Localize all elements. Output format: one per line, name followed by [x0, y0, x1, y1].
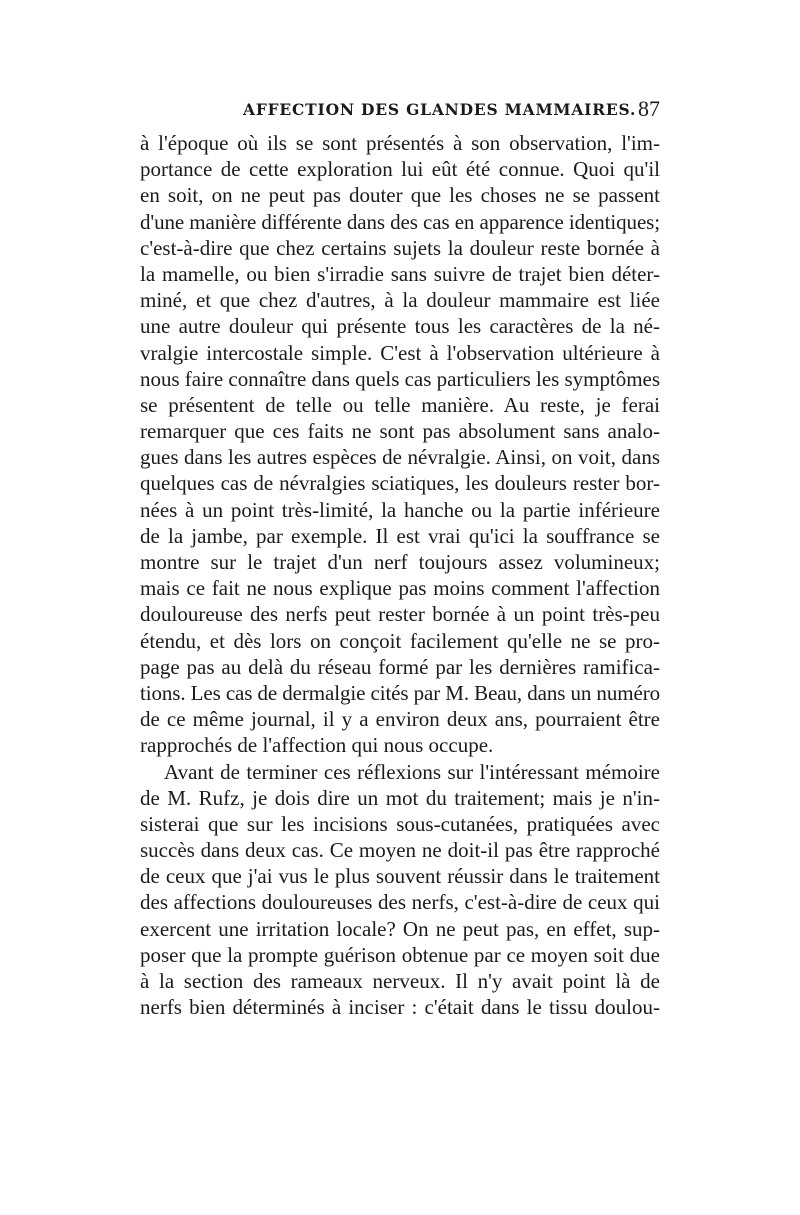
text-line: d'une manière différente dans des cas en apparence identiques; [140, 209, 660, 234]
text-line: de ceux que j'ai vus le plus souvent réussir dans le traitement [140, 864, 660, 889]
text-line: poser que la prompte guérison obtenue par ce moyen soit due [140, 942, 660, 967]
text-line: Avant de terminer ces réflexions sur l'intéressant mémoire [164, 759, 660, 784]
text-line: nées à un point très-limité, la hanche ou la partie inférieure [140, 497, 660, 522]
text-line: à l'époque où ils se sont présentés à son observation, l'im- [140, 131, 660, 155]
text-line: gues dans les autres espèces de névralgie. Ainsi, on voit, dans [140, 445, 660, 470]
body-text [140, 130, 660, 1020]
text-line: se présentent de telle ou telle manière. Au reste, je ferai [140, 392, 660, 417]
text-line: étendu, et dès lors on conçoit facilement qu'elle ne se pro- [140, 628, 660, 653]
text-line: de ce même journal, il y a environ deux ans, pourraient être [140, 707, 660, 732]
text-line: quelques cas de névralgies sciatiques, les douleurs rester bor- [140, 471, 660, 496]
text-line: portance de cette exploration lui eût été connue. Quoi qu'il [140, 157, 660, 182]
text-line: tions. Les cas de dermalgie cités par M. Beau, dans un numéro [140, 680, 660, 705]
running-head [140, 96, 660, 126]
running-title: AFFECTION DES GLANDES MAMMAIRES. [243, 100, 637, 119]
text-line: à la section des rameaux nerveux. Il n'y avait point là de [140, 969, 660, 993]
text-line: douloureuse des nerfs peut rester bornée à un point très-peu [140, 602, 660, 627]
text-line: en soit, on ne peut pas douter que les choses ne se passent [140, 183, 660, 208]
text-line: sisterai que sur les incisions sous-cutanées, pratiquées avec [140, 811, 660, 836]
text-line: montre sur le trajet d'un nerf toujours assez volumineux; [140, 550, 660, 574]
text-line: nerfs bien déterminés à inciser : c'était dans le tissu doulou- [140, 995, 660, 1020]
text-line: page pas au delà du réseau formé par les dernières ramifica- [140, 654, 660, 679]
text-line: exercent une irritation locale? On ne peut pas, en effet, sup- [140, 916, 660, 941]
text-line: rapprochés de l'affection qui nous occupe. [140, 733, 494, 758]
text-line: succès dans deux cas. Ce moyen ne doit-il pas être rapproché [140, 838, 660, 863]
text-line: de M. Rufz, je dois dire un mot du traitement; mais je n'in- [140, 785, 660, 810]
text-line: vralgie intercostale simple. C'est à l'observation ultérieure à [140, 340, 660, 365]
text-line: mais ce fait ne nous explique pas moins comment l'affection [140, 576, 660, 601]
text-line: de la jambe, par exemple. Il est vrai qu'ici la souffrance se [140, 523, 660, 548]
text-line: remarquer que ces faits ne sont pas absolument sans analo- [140, 419, 660, 444]
page-number: 87 [638, 96, 660, 121]
text-line: miné, et que chez d'autres, à la douleur mammaire est liée [140, 288, 660, 313]
text-line: une autre douleur qui présente tous les caractères de la né- [140, 314, 660, 339]
text-line: la mamelle, ou bien s'irradie sans suivre de trajet bien déter- [140, 261, 660, 286]
text-line: nous faire connaître dans quels cas particuliers les symptômes [140, 366, 660, 391]
text-line: c'est-à-dire que chez certains sujets la douleur reste bornée à [140, 235, 660, 260]
text-line: des affections douloureuses des nerfs, c'est-à-dire de ceux qui [140, 890, 660, 915]
